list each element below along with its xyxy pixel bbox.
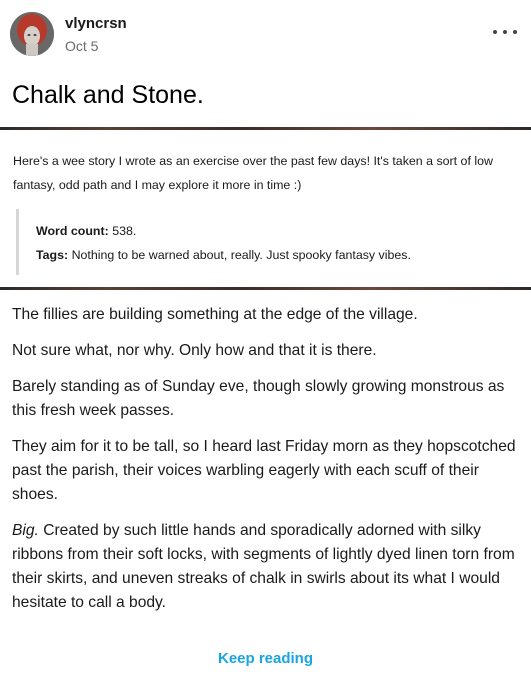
divider-image xyxy=(0,127,531,130)
more-options-icon[interactable] xyxy=(493,24,517,40)
post-title: Chalk and Stone. xyxy=(12,81,204,109)
post-intro: Here's a wee story I wrote as an exercise over the past few days! It's taken a sort of low fantasy, odd path and I may explore it more in time :) xyxy=(13,154,493,192)
body-paragraph xyxy=(12,519,520,615)
post-header xyxy=(0,0,531,66)
avatar[interactable] xyxy=(10,12,54,56)
body-paragraph: They aim for it to be tall, so I heard last Friday morn as they hopscotched past the parish, their voices warbling eagerly with each scuff of their shoes. xyxy=(12,438,516,503)
tags-value: Nothing to be warned about, really. Just spooky fantasy vibes. xyxy=(71,248,411,262)
word-count-value: 538. xyxy=(112,224,137,238)
tags-label: Tags: xyxy=(36,248,69,262)
tags-line xyxy=(36,248,411,262)
body-paragraph: Barely standing as of Sunday eve, though slowly growing monstrous as this fresh week passes. xyxy=(12,378,505,419)
post-date[interactable]: Oct 5 xyxy=(65,38,99,54)
meta-quote xyxy=(16,209,519,275)
body-paragraph: Not sure what, nor why. Only how and that it is there. xyxy=(12,342,377,359)
dot-icon xyxy=(493,30,497,34)
post-body xyxy=(12,303,520,627)
paragraph-text: Created by such little hands and sporadically adorned with silky ribbons from their soft locks, with segments of lightly dyed linen torn from their skirts, and uneven streaks of chalk in swirls about its what I would hesitate to call a body. xyxy=(12,522,515,611)
emphasis-text: Big. xyxy=(12,522,39,539)
username-link[interactable]: vlyncrsn xyxy=(65,15,127,32)
keep-reading-link[interactable]: Keep reading xyxy=(217,650,314,667)
dot-icon xyxy=(513,30,517,34)
dot-icon xyxy=(503,30,507,34)
word-count-label: Word count: xyxy=(36,224,109,238)
word-count xyxy=(36,224,136,238)
divider-image xyxy=(0,287,531,290)
body-paragraph: The fillies are building something at the edge of the village. xyxy=(12,306,418,323)
